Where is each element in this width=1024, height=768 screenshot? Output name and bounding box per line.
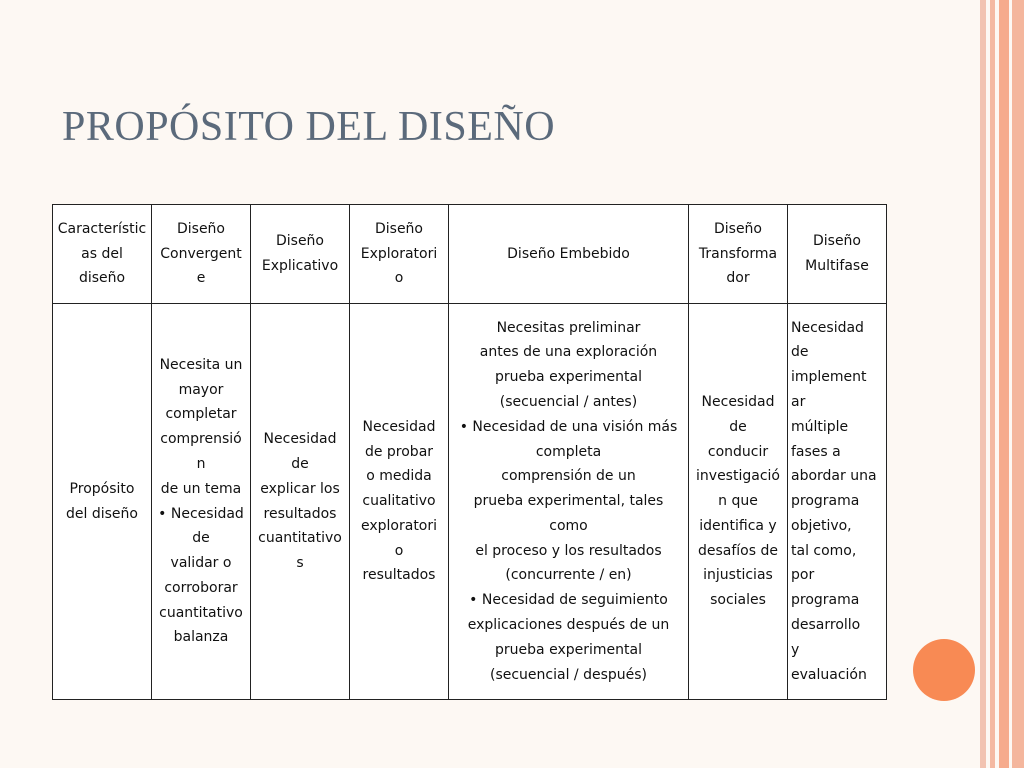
header-convergente: Diseño Convergent e — [152, 205, 251, 304]
header-explicativo: Diseño Explicativo — [251, 205, 350, 304]
decor-stripe — [999, 0, 1009, 768]
header-transformador: Diseño Transforma dor — [689, 205, 788, 304]
table-row — [53, 304, 887, 700]
cell-proposito: Propósito del diseño — [53, 304, 152, 700]
cell-explicativo: Necesidad de explicar los resultados cuantitativo s — [251, 304, 350, 700]
decorative-circle — [913, 639, 975, 701]
header-multifase: Diseño Multifase — [788, 205, 887, 304]
design-table — [52, 204, 887, 700]
cell-embebido: Necesitas preliminar antes de una exploración prueba experimental (secuencial / antes) • Necesidad de una visión más completa comprensión de un prueba experimental, tales como el proceso y los resultados (concurrente / en) • Necesidad de seguimiento explicaciones después de un prueba experimental (secuencial / después) — [449, 304, 689, 700]
header-caracteristicas: Característic as del diseño — [53, 205, 152, 304]
cell-multifase: Necesidad de implement ar múltiple fases a abordar una programa objetivo, tal como, por programa desarrollo y evaluación — [788, 304, 887, 700]
header-exploratorio: Diseño Exploratori o — [350, 205, 449, 304]
decor-stripe — [1012, 0, 1024, 768]
cell-transformador: Necesidad de conducir investigació n que identifica y desafíos de injusticias sociales — [689, 304, 788, 700]
cell-convergente: Necesita un mayor completar comprensió n de un tema • Necesidad de validar o corroborar cuantitativo balanza — [152, 304, 251, 700]
table-header-row — [53, 205, 887, 304]
cell-exploratorio: Necesidad de probar o medida cualitativo exploratori o resultados — [350, 304, 449, 700]
slide-title: PROPÓSITO DEL DISEÑO — [62, 104, 556, 150]
header-embebido: Diseño Embebido — [449, 205, 689, 304]
